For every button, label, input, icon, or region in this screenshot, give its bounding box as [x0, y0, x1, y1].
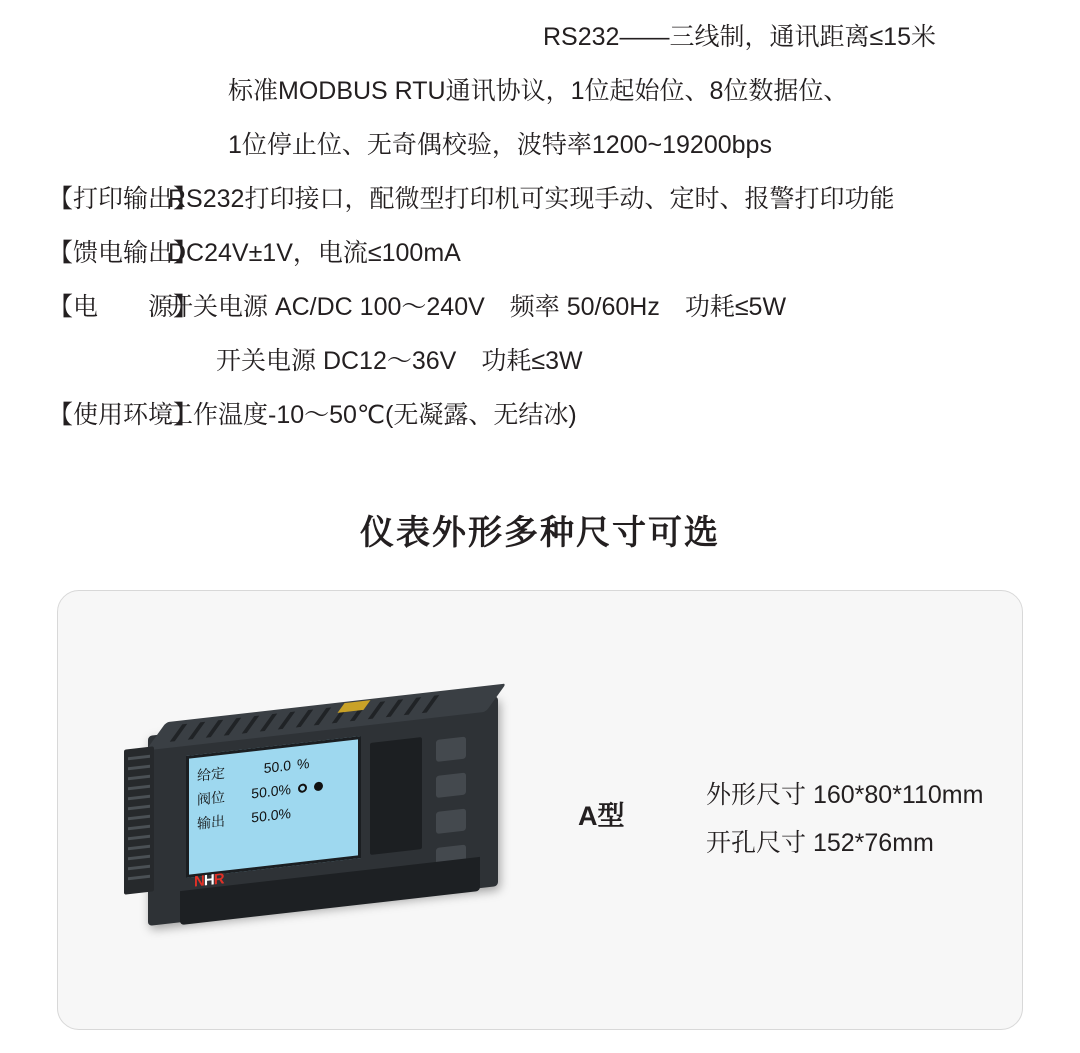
dimension-outline: 外形尺寸 160*80*110mm	[706, 781, 984, 809]
product-card	[57, 590, 1023, 1030]
screen-row-output-value: 50.0%	[251, 805, 291, 826]
device-button-3[interactable]	[436, 809, 466, 834]
brand-letter-h: H	[203, 871, 214, 890]
spec-row-print-output	[0, 172, 1080, 226]
spec-label-power-supply: 【电 源】	[48, 293, 199, 321]
screen-row-setpoint-value: 50.0	[263, 757, 291, 777]
section-title: 仪表外形多种尺寸可选	[360, 514, 720, 552]
spec-row-rs232	[0, 10, 1080, 64]
specification-list	[0, 0, 1080, 442]
dimension-cutout: 开孔尺寸 152*76mm	[706, 829, 934, 857]
spec-row-modbus	[0, 64, 1080, 118]
brand-letter-n: N	[194, 872, 204, 891]
spec-row-power-supply-secondary	[0, 334, 1080, 388]
spec-value-feed-output: DC24V±1V，电流≤100mA	[168, 239, 461, 267]
device-lcd-screen	[186, 736, 361, 878]
screen-row-valve-value: 50.0%	[251, 781, 291, 802]
device-middle-panel	[370, 737, 422, 855]
product-model-label: A型	[578, 801, 625, 831]
screen-row-valve-key: 阀位	[197, 788, 225, 808]
spec-value-print-output: RS232打印接口，配微型打印机可实现手动、定时、报警打印功能	[168, 185, 895, 213]
device-illustration	[118, 696, 538, 936]
screen-row-setpoint-unit: %	[297, 754, 310, 773]
spec-row-feed-output	[0, 226, 1080, 280]
spec-row-baudrate	[0, 118, 1080, 172]
device-button-2[interactable]	[436, 773, 466, 798]
spec-label-feed-output: 【馈电输出】	[48, 239, 199, 267]
brand-letter-r: R	[213, 870, 224, 889]
device-side-vents	[124, 746, 154, 894]
spec-value-baudrate: 1位停止位、无奇偶校验，波特率1200~19200bps	[228, 131, 772, 159]
spec-value-rs232: RS232——三线制，通讯距离≤15米	[543, 23, 936, 51]
device-button-1[interactable]	[436, 737, 466, 762]
valve-indicator-open-icon	[298, 783, 307, 793]
product-dimensions	[706, 771, 983, 867]
valve-indicator-filled-icon	[314, 781, 323, 791]
screen-row-output-key: 输出	[197, 812, 225, 832]
spec-label-print-output: 【打印输出】	[48, 185, 199, 213]
spec-value-power-supply-secondary: 开关电源 DC12～36V 功耗≤3W	[216, 347, 583, 375]
spec-value-modbus: 标准MODBUS RTU通讯协议，1位起始位、8位数据位、	[228, 77, 849, 105]
spec-value-environment: 工作温度-10～50℃(无凝露、无结冰)	[168, 401, 577, 429]
spec-value-power-supply: 开关电源 AC/DC 100～240V 频率 50/60Hz 功耗≤5W	[168, 293, 787, 321]
screen-row-setpoint-key: 给定	[197, 764, 225, 784]
spec-row-power-supply	[0, 280, 1080, 334]
spec-label-environment: 【使用环境】	[48, 401, 199, 429]
device-button-column	[436, 736, 470, 870]
spec-row-environment	[0, 388, 1080, 442]
